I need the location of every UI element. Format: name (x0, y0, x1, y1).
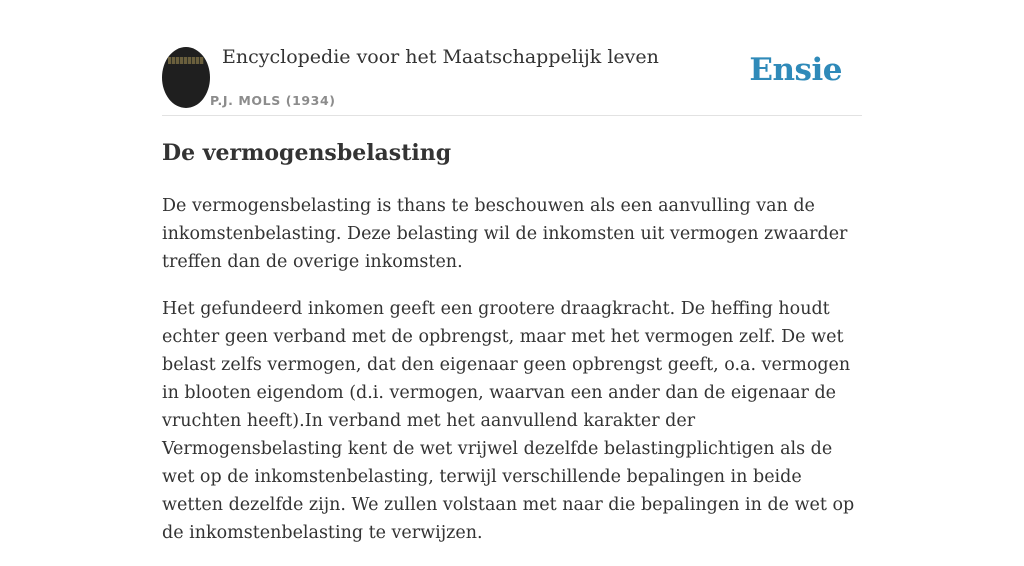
article-body (162, 192, 862, 566)
ensie-logo-link[interactable]: Ensie (749, 52, 842, 88)
book-title-link[interactable]: Encyclopedie voor het Maatschappelijk leven (222, 46, 659, 68)
book-cover-thumbnail[interactable] (162, 47, 210, 108)
article-paragraph-1: De vermogensbelasting is thans te beschouwen als een aanvulling van de inkomstenbelasting. Deze belasting wil de inkomsten uit vermogen zwaarder treffen dan de overige inkomsten. (162, 196, 848, 272)
article-paragraph-2: Het gefundeerd inkomen geeft een grootere draagkracht. De heffing houdt echter geen verband met de opbrengst, maar met het vermogen zelf. De wet belast zelfs vermogen, dat den eigenaar geen opbrengst geeft, o.a. vermogen in blooten eigendom (d.i. vermogen, waarvan een ander dan de eigenaar de vruchten heeft).In verband met het aanvullend karakter der Vermogensbelasting kent de wet vrijwel dezelfde belastingplichtigen als de wet op de inkomstenbelasting, terwijl verschillende bepalingen in beide wetten dezelfde zijn. We zullen volstaan met naar die bepalingen in de wet op de inkomstenbelasting te verwijzen. (162, 299, 855, 543)
book-header (162, 46, 862, 116)
page (162, 0, 862, 543)
article-title: De vermogensbelasting (162, 140, 452, 166)
cover-title-band (168, 57, 204, 64)
book-author: P.J. MOLS (1934) (210, 93, 336, 108)
